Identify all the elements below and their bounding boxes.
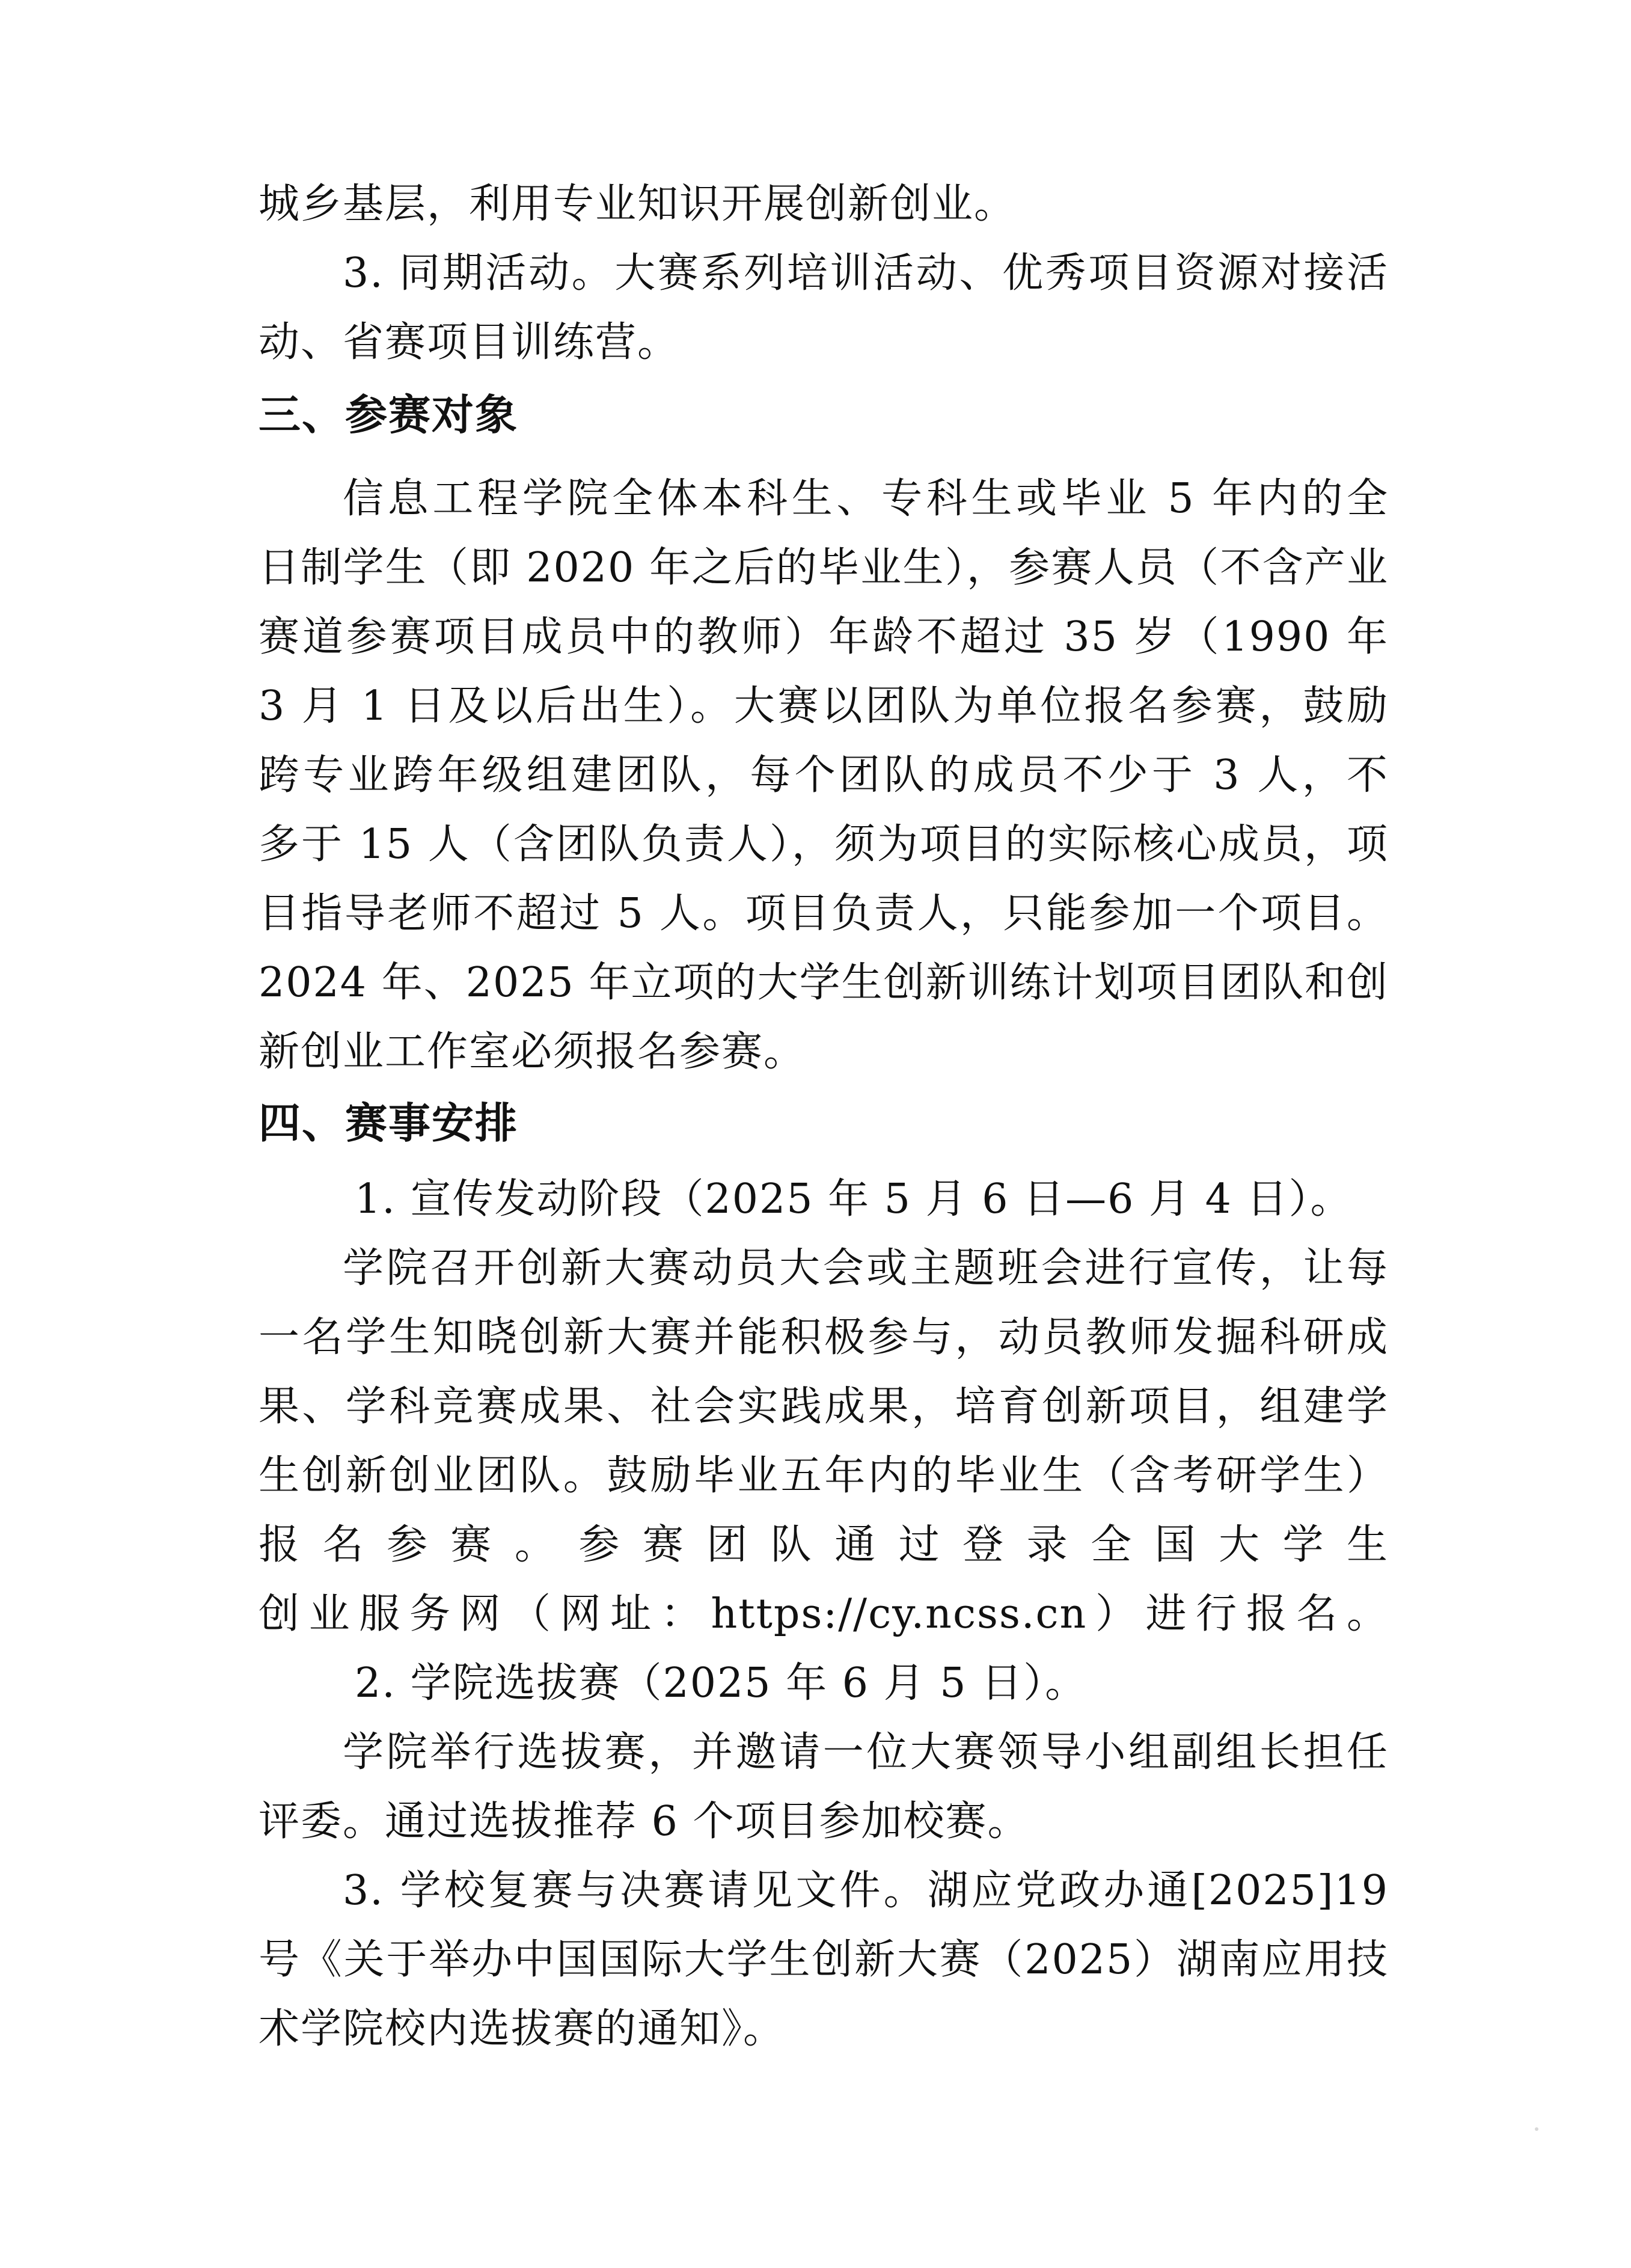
body-line: 新创业工作室必须报名参赛。 bbox=[259, 1028, 806, 1076]
body-line: 学院召开创新大赛动员大会或主题班会进行宣传，让每 bbox=[343, 1245, 1389, 1292]
body-line: 3. 同期活动。大赛系列培训活动、优秀项目资源对接活 bbox=[343, 250, 1389, 297]
body-line: 果、学科竞赛成果、社会实践成果，培育创新项目，组建学 bbox=[259, 1383, 1389, 1430]
body-line: 创业服务网（网址：https://cy.ncss.cn）进行报名。 bbox=[259, 1590, 1389, 1638]
body-line: 3 月 1 日及以后出生）。大赛以团队为单位报名参赛，鼓励 bbox=[259, 682, 1389, 730]
body-line: 2. 学院选拔赛（2025 年 6 月 5 日）。 bbox=[355, 1660, 1088, 1707]
body-line: 日制学生（即 2020 年之后的毕业生），参赛人员（不含产业 bbox=[259, 544, 1389, 592]
body-line: 赛道参赛项目成员中的教师）年龄不超过 35 岁（1990 年 bbox=[259, 613, 1389, 661]
body-line: 术学院校内选拔赛的通知》。 bbox=[259, 2005, 786, 2053]
body-line: 2024 年、2025 年立项的大学生创新训练计划项目团队和创 bbox=[259, 959, 1389, 1007]
body-line: 跨专业跨年级组建团队，每个团队的成员不少于 3 人，不 bbox=[259, 752, 1389, 799]
section-heading: 四、赛事安排 bbox=[259, 1099, 518, 1148]
body-line: 号《关于举办中国国际大学生创新大赛（2025）湖南应用技 bbox=[259, 1936, 1389, 1984]
section-heading: 三、参赛对象 bbox=[259, 390, 518, 440]
body-line: 学院举行选拔赛，并邀请一位大赛领导小组副组长担任 bbox=[343, 1729, 1389, 1776]
body-line: 多于 15 人（含团队负责人），须为项目的实际核心成员，项 bbox=[259, 821, 1389, 868]
body-line: 动、省赛项目训练营。 bbox=[259, 319, 680, 366]
body-line: 目指导老师不超过 5 人。项目负责人，只能参加一个项目。 bbox=[259, 890, 1389, 937]
body-line: 1. 宣传发动阶段（2025 年 5 月 6 日—6 月 4 日）。 bbox=[355, 1175, 1353, 1223]
body-line: 一名学生知晓创新大赛并能积极参与，动员教师发掘科研成 bbox=[259, 1314, 1389, 1361]
body-line: 评委。通过选拔推荐 6 个项目参加校赛。 bbox=[259, 1798, 1030, 1845]
body-line: 生创新创业团队。鼓励毕业五年内的毕业生（含考研学生） bbox=[259, 1452, 1389, 1500]
body-line: 城乡基层，利用专业知识开展创新创业。 bbox=[259, 180, 1017, 228]
scan-speck bbox=[1535, 2127, 1538, 2131]
body-line: 信息工程学院全体本科生、专科生或毕业 5 年内的全 bbox=[343, 475, 1389, 523]
body-line: 报名参赛。参赛团队通过登录全国大学生 bbox=[259, 1521, 1389, 1569]
body-line: 3. 学校复赛与决赛请见文件。湖应党政办通[2025]19 bbox=[343, 1867, 1389, 1914]
